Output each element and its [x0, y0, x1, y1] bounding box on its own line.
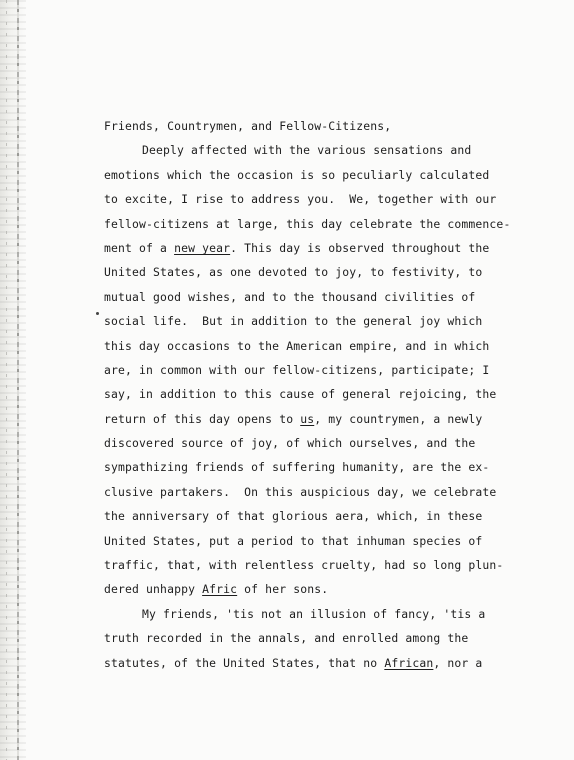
text-segment: emotions which the occasion is so peculiarly calculated — [104, 167, 490, 182]
text-segment: dered unhappy — [104, 582, 203, 597]
text-segment: are, in common with our fellow-citizens, participate; I — [104, 362, 490, 377]
text-line — [104, 138, 524, 162]
binding-line — [17, 0, 19, 760]
text-line — [104, 431, 524, 455]
text-segment: of her sons. — [237, 582, 329, 597]
text-segment: , nor a — [433, 655, 483, 670]
text-line — [104, 651, 524, 675]
binding-edge — [0, 0, 26, 760]
underlined-text: us — [300, 411, 315, 426]
text-segment: statutes, of the United States, that no — [104, 655, 385, 670]
text-line — [104, 577, 524, 601]
text-segment: fellow-citizens at large, this day celebrate the commence- — [104, 216, 511, 231]
text-line — [104, 553, 524, 577]
text-segment: to excite, I rise to address you. We, together with our — [104, 192, 497, 207]
underlined-text: Afric — [202, 582, 238, 597]
text-line — [104, 358, 524, 382]
text-line — [104, 187, 524, 211]
text-line — [104, 529, 524, 553]
text-segment: , my countrymen, a newly — [314, 411, 483, 426]
text-segment: truth recorded in the annals, and enrolled among the — [104, 631, 469, 646]
text-segment: discovered source of joy, of which ourselves, and the — [104, 436, 476, 451]
text-segment: . This day is observed throughout the — [230, 240, 490, 255]
salutation-line: Friends, Countrymen, and Fellow-Citizens, — [104, 119, 392, 133]
text-line — [104, 260, 524, 284]
text-segment: social life. But in addition to the general joy which — [104, 314, 483, 329]
text-line — [104, 480, 524, 504]
text-segment: ment of a — [104, 240, 175, 255]
text-line — [104, 334, 524, 358]
text-segment: clusive partakers. On this auspicious day, we celebrate — [104, 484, 497, 499]
text-line — [104, 285, 524, 309]
text-line — [104, 163, 524, 187]
text-segment: this day occasions to the American empire, and in which — [104, 338, 490, 353]
text-line — [104, 407, 524, 431]
text-line — [104, 626, 524, 650]
text-line — [104, 236, 524, 260]
stray-mark — [96, 312, 99, 315]
text-segment: United States, put a period to that inhuman species of — [104, 533, 483, 548]
text-line — [104, 309, 524, 333]
text-line — [104, 212, 524, 236]
text-segment: say, in addition to this cause of general rejoicing, the — [104, 387, 497, 402]
typed-text-block — [104, 114, 524, 675]
text-segment: return of this day opens to — [104, 411, 301, 426]
text-segment: Deeply affected with the various sensations and — [142, 143, 472, 158]
text-segment: United States, as one devoted to joy, to festivity, to — [104, 265, 483, 280]
text-segment: My friends, 'tis not an illusion of fancy, 'tis a — [142, 606, 486, 621]
binding-line-secondary — [6, 0, 7, 760]
text-line — [104, 382, 524, 406]
text-line — [104, 602, 524, 626]
text-segment: mutual good wishes, and to the thousand civilities of — [104, 289, 476, 304]
underlined-text: African — [384, 655, 434, 670]
text-line — [104, 455, 524, 479]
text-line — [104, 504, 524, 528]
text-segment: sympathizing friends of suffering humanity, are the ex- — [104, 460, 490, 475]
body-lines — [104, 138, 524, 675]
text-segment: traffic, that, with relentless cruelty, had so long plun- — [104, 558, 504, 573]
underlined-text: new year — [174, 240, 231, 255]
text-segment: the anniversary of that glorious aera, which, in these — [104, 509, 483, 524]
